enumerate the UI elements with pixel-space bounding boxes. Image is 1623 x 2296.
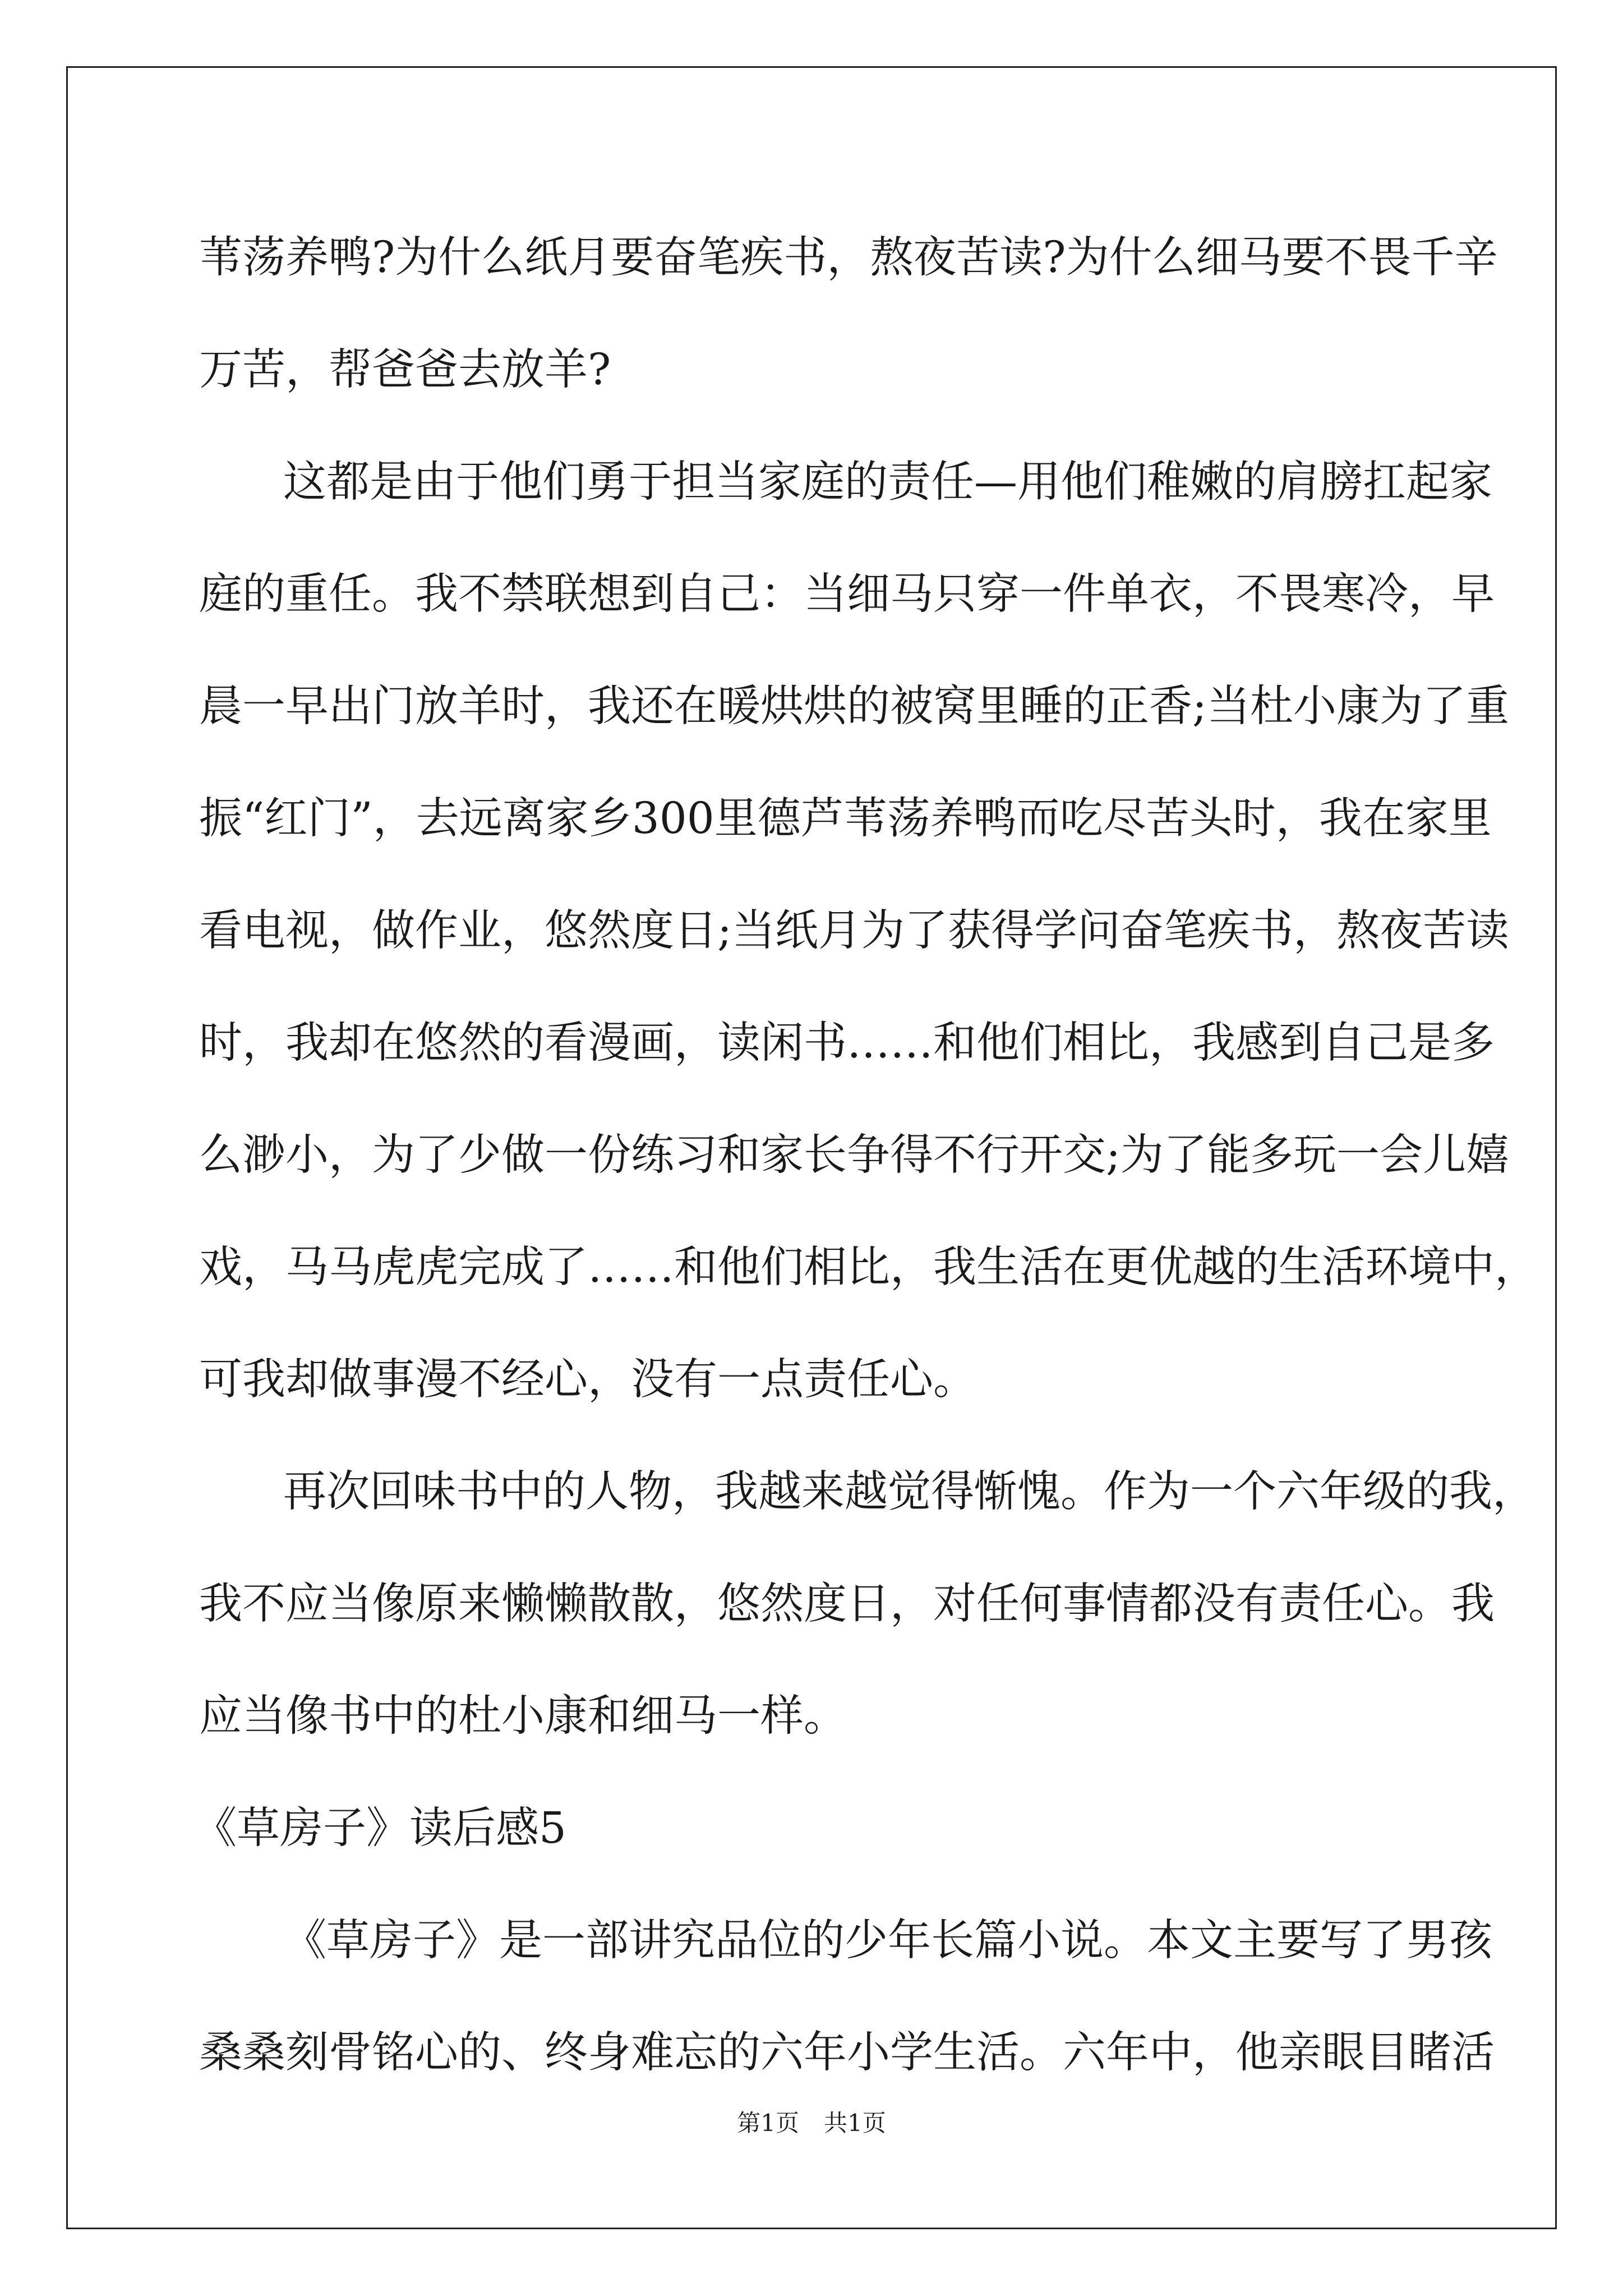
text-line: 看电视，做作业，悠然度日;当纸月为了获得学问奋笔疾书，熬夜苦读 (199, 906, 1509, 956)
text-line: 应当像书中的杜小康和细马一样。 (199, 1691, 847, 1741)
text-line: 戏，马马虎虎完成了……和他们相比，我生活在更优越的生活环境中， (199, 1243, 1538, 1292)
text-line: 么渺小，为了少做一份练习和家长争得不行开交;为了能多玩一会儿嬉 (199, 1130, 1509, 1180)
text-line: 可我却做事漫不经心，没有一点责任心。 (199, 1355, 976, 1405)
paragraph-first-line: 再次回味书中的人物，我越来越觉得惭愧。作为一个六年级的我， (283, 1467, 1536, 1517)
page-footer (0, 2106, 1623, 2140)
text-line: 我不应当像原来懒懒散散，悠然度日，对任何事情都没有责任心。我 (199, 1579, 1495, 1629)
text-line: 振“红门”，去远离家乡300里德芦苇荡养鸭而吃尽苦头时，我在家里 (199, 794, 1492, 844)
page-number: 第1页 (737, 2109, 799, 2137)
text-line: 桑桑刻骨铭心的、终身难忘的六年小学生活。六年中，他亲眼目睹活 (199, 2028, 1495, 2078)
text-line: 万苦，帮爸爸去放羊? (199, 345, 611, 395)
text-line: 晨一早出门放羊时，我还在暖烘烘的被窝里睡的正香;当杜小康为了重 (199, 682, 1509, 731)
document-body (193, 202, 1538, 2109)
paragraph-first-line: 《草房子》是一部讲究品位的少年长篇小说。本文主要写了男孩 (283, 1916, 1492, 1966)
page-total: 共1页 (824, 2109, 886, 2137)
paragraph-first-line: 这都是由于他们勇于担当家庭的责任—用他们稚嫩的肩膀扛起家 (283, 457, 1492, 507)
text-line: 庭的重任。我不禁联想到自己：当细马只穿一件单衣，不畏寒冷，早 (199, 569, 1495, 619)
text-line: 时，我却在悠然的看漫画，读闲书……和他们相比，我感到自己是多 (199, 1018, 1495, 1068)
section-heading: 《草房子》读后感5 (193, 1803, 566, 1853)
text-line: 苇荡养鸭?为什么纸月要奋笔疾书，熬夜苦读?为什么细马要不畏千辛 (199, 233, 1498, 283)
